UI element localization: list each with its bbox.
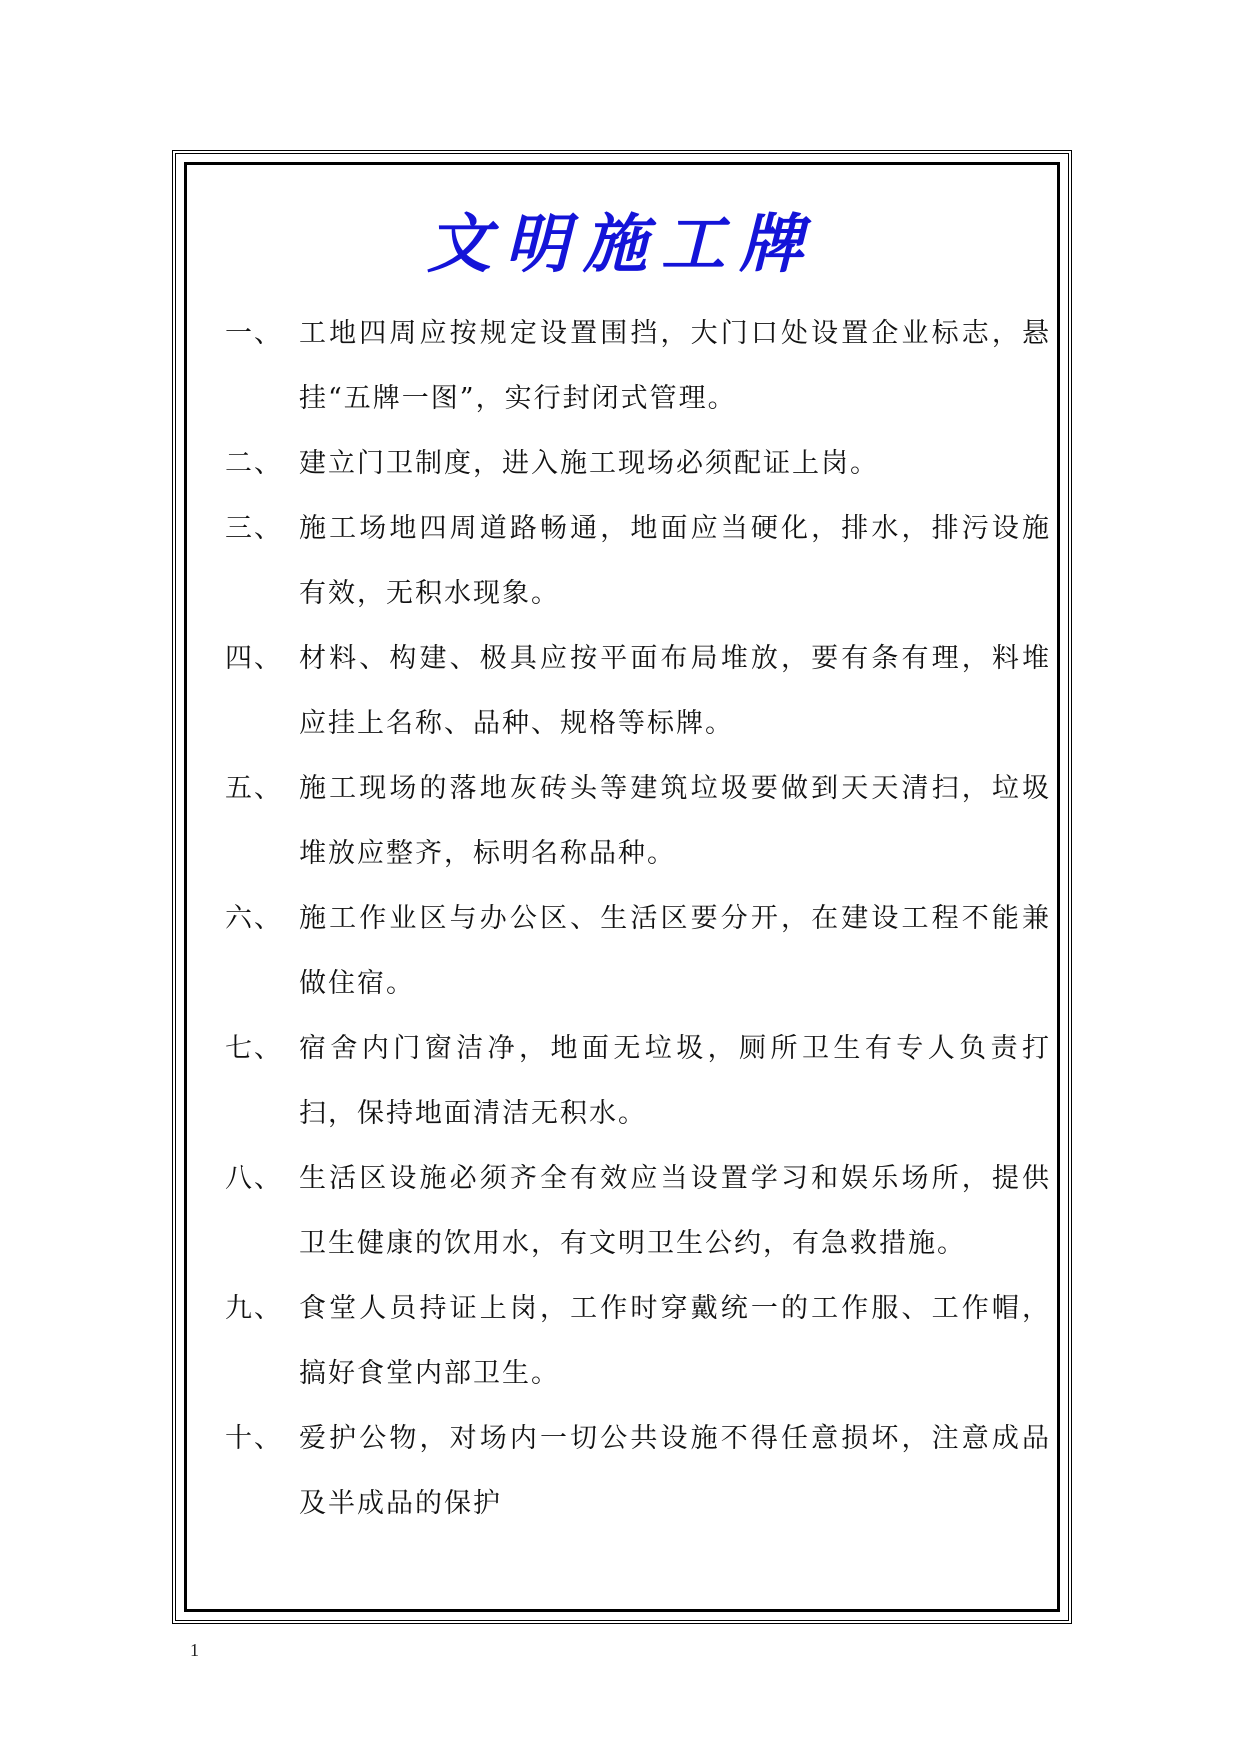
rule-number: 五、 — [225, 773, 283, 804]
page-number: 1 — [190, 1640, 199, 1660]
page-title: 文明施工牌 — [427, 207, 817, 282]
rule-number: 六、 — [225, 903, 283, 934]
rule-text: 工地四周应按规定设置围挡，大门口处设置企业标志，悬挂“五牌一图”，实行封闭式管理。 — [299, 318, 1051, 414]
rule-text: 宿舍内门窗洁净，地面无垃圾，厕所卫生有专人负责打扫，保持地面清洁无积水。 — [299, 1033, 1051, 1129]
rule-item — [225, 301, 1051, 431]
rule-number: 十、 — [225, 1423, 283, 1454]
rule-item — [225, 886, 1051, 1016]
rule-text: 材料、构建、极具应按平面布局堆放，要有条有理，料堆应挂上名称、品种、规格等标牌。 — [299, 643, 1051, 739]
sign-outer-border — [172, 150, 1072, 1624]
rule-text: 建立门卫制度，进入施工现场必须配证上岗。 — [299, 448, 879, 479]
rule-item — [225, 496, 1051, 626]
rule-number: 三、 — [225, 513, 283, 544]
rule-item — [225, 626, 1051, 756]
rule-text: 食堂人员持证上岗，工作时穿戴统一的工作服、工作帽，搞好食堂内部卫生。 — [299, 1293, 1051, 1389]
rule-number: 八、 — [225, 1163, 283, 1194]
rule-item — [225, 1146, 1051, 1276]
rule-text: 施工现场的落地灰砖头等建筑垃圾要做到天天清扫，垃圾堆放应整齐，标明名称品种。 — [299, 773, 1051, 869]
rule-text: 施工场地四周道路畅通，地面应当硬化，排水，排污设施有效，无积水现象。 — [299, 513, 1051, 609]
rule-text: 爱护公物，对场内一切公共设施不得任意损坏，注意成品及半成品的保护 — [299, 1423, 1051, 1519]
rule-number: 九、 — [225, 1293, 283, 1324]
rule-text: 施工作业区与办公区、生活区要分开，在建设工程不能兼做住宿。 — [299, 903, 1051, 999]
rule-number: 七、 — [225, 1033, 283, 1064]
rule-number: 二、 — [225, 448, 283, 479]
rule-item — [225, 1276, 1051, 1406]
rules-list — [225, 301, 1051, 1536]
rule-item — [225, 431, 1051, 496]
rule-number: 一、 — [225, 318, 283, 349]
rule-item — [225, 756, 1051, 886]
rule-item — [225, 1016, 1051, 1146]
rule-item — [225, 1406, 1051, 1536]
sign-inner-border — [184, 162, 1060, 1612]
rule-text: 生活区设施必须齐全有效应当设置学习和娱乐场所，提供卫生健康的饮用水，有文明卫生公约，有急救措施。 — [299, 1163, 1051, 1259]
rule-number: 四、 — [225, 643, 283, 674]
